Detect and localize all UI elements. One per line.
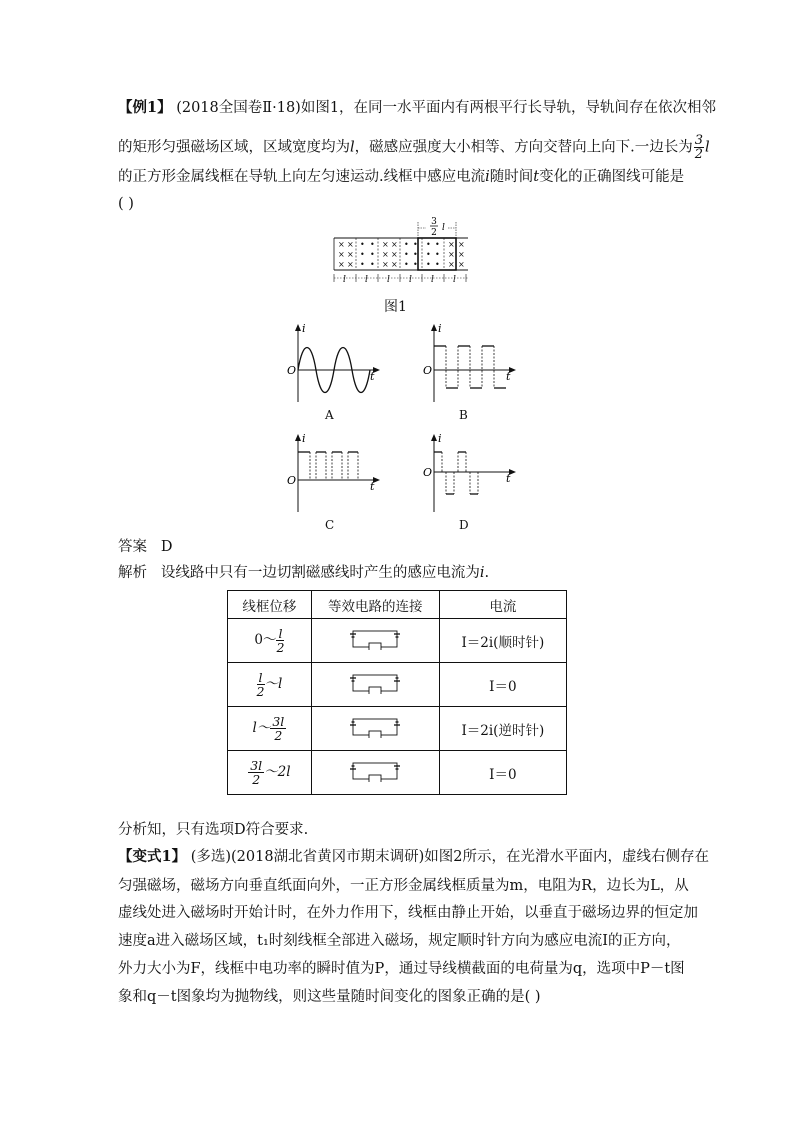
svg-text:•: • [404,240,409,249]
var-l-2: l [705,139,710,156]
svg-text:×: × [458,260,465,269]
svg-text:i: i [438,432,442,445]
svg-text:t: t [506,472,511,485]
svg-text:O: O [423,466,433,479]
example1-line3-mid: 随时间 [489,169,534,185]
svg-text:•: • [426,240,431,249]
svg-text:×: × [382,260,389,269]
svg-text:l: l [387,275,390,285]
example1-source: (2018全国卷Ⅱ·18)如图1，在同一水平面内有两根平行长导轨，导轨间存在依次相邻 [176,100,717,116]
variant1-line4: 速度a进入磁场区域，t₁时刻线框全部进入磁场，规定顺时针方向为感应电流I的正方向， [118,933,681,949]
table-header: 电流 [439,591,566,619]
example1-line2 [118,134,710,161]
axis-t: t [370,370,375,383]
analysis-text: 设线路中只有一边切割磁感线时产生的感应电流为 [160,565,480,581]
table-cell-displacement: l～ $\frac{3l}{2}$ [228,707,312,751]
analysis-end: . [484,565,490,581]
svg-text:l: l [453,275,456,285]
svg-text:•: • [426,250,431,259]
var-l: l [350,139,355,156]
svg-text:•: • [360,240,365,249]
table-cell-circuit [311,707,439,751]
svg-text:×: × [338,250,345,259]
figure1-top-den: 2 [431,228,437,238]
frac-num: 3 [694,133,704,148]
table-header: 线框位移 [228,591,312,619]
svg-text:×: × [391,250,398,259]
table-cell-current: I＝0 [439,663,566,707]
table-cell-current: I＝2i(顺时针) [439,619,566,663]
option-d-label: D [459,518,469,532]
svg-text:×: × [347,240,354,249]
example1-line1 [118,98,716,118]
svg-text:×: × [458,240,465,249]
svg-text:•: • [370,250,375,259]
svg-text:×: × [382,250,389,259]
example1-line2-post: ，磁感应强度大小相等、方向交替向上向下.一边长为 [354,139,693,156]
variant1-line5: 外力大小为F，线框中电功率的瞬时值为P，通过导线横截面的电荷量为q，选项中P－t图 [118,961,685,977]
variant1-line3: 虚线处进入磁场时开始计时，在外力作用下，线框由静止开始，以垂直于磁场边界的恒定加 [118,905,698,921]
option-c-label: C [325,518,335,532]
table-cell-circuit [311,619,439,663]
svg-text:•: • [413,250,418,259]
table-cell-circuit [311,663,439,707]
svg-text:•: • [370,240,375,249]
analysis-line [118,563,489,583]
svg-text:•: • [426,260,431,269]
option-a-label: A [325,408,334,422]
table-row [228,707,567,751]
figure1-caption: 图1 [384,299,407,315]
svg-text:•: • [370,260,375,269]
table-cell-current: I＝0 [439,751,566,795]
circuit-icon [345,760,405,782]
svg-text:•: • [435,250,440,259]
table-cell-displacement: $\frac{l}{2}$ ～l [228,663,312,707]
svg-text:•: • [360,250,365,259]
var-t: t [533,169,540,185]
svg-text:l: l [343,275,346,285]
svg-text:×: × [391,240,398,249]
variant1-line2: 匀强磁场，磁场方向垂直纸面向外，一正方形金属线框质量为m，电阻为R，边长为L，从 [118,878,689,894]
figure1-top-var: l [442,223,445,233]
svg-text:•: • [404,250,409,259]
table-cell-displacement: 0～ $\frac{l}{2}$ [228,619,312,663]
svg-text:t: t [370,480,375,493]
svg-text:•: • [413,260,418,269]
answer-label: 答案 [118,539,147,555]
svg-text:l: l [409,275,412,285]
svg-text:•: • [435,240,440,249]
table-header-row [228,591,567,619]
svg-text:×: × [458,250,465,259]
example1-line3-pre: 的正方形金属线框在导轨上向左匀速运动.线框中感应电流 [118,169,486,185]
analysis-label: 解析 [118,565,147,581]
svg-text:×: × [338,260,345,269]
answer-line [118,537,172,557]
table-row [228,663,567,707]
frac-den: 2 [694,147,704,162]
variant1-line6: 象和q－t图象均为抛物线，则这些量随时间变化的图象正确的是( ) [118,989,541,1005]
table-cell-displacement: $\frac{3l}{2}$ ～2l [228,751,312,795]
figure1-diagram [330,214,470,292]
svg-text:O: O [287,474,297,487]
svg-text:×: × [448,240,455,249]
svg-text:×: × [391,260,398,269]
figure1-top-num: 3 [431,217,437,227]
circuit-icon [345,716,405,738]
var-i: i [485,169,490,185]
example1-paren: ( ) [118,196,134,212]
example1-line3-post: 变化的正确图线可能是 [539,169,685,185]
table-cell-current: I＝2i(逆时针) [439,707,566,751]
svg-text:×: × [448,250,455,259]
svg-text:×: × [382,240,389,249]
svg-text:×: × [347,250,354,259]
svg-text:•: • [413,240,418,249]
svg-text:i: i [438,322,442,335]
origin: O [287,364,297,377]
option-d-graph [420,432,520,517]
axis-i: i [302,322,306,335]
analysis-var: i [479,565,485,581]
table-row [228,751,567,795]
svg-text:×: × [448,260,455,269]
example1-line2-pre: 的矩形匀强磁场区域，区域宽度均为 [118,139,350,156]
variant1-line1 [118,847,709,867]
svg-text:i: i [302,432,306,445]
variant1-text: (多选)(2018湖北省黄冈市期末调研)如图2所示，在光滑水平面内，虚线右侧存在 [190,849,709,865]
example1-line3 [118,167,684,187]
table-header: 等效电路的连接 [311,591,439,619]
svg-text:×: × [347,260,354,269]
table-row [228,619,567,663]
svg-text:•: • [404,260,409,269]
svg-text:l: l [431,275,434,285]
svg-text:×: × [338,240,345,249]
answer-value: D [160,539,173,555]
option-b-label: B [459,408,468,422]
option-c-graph [284,432,384,517]
svg-text:t: t [506,370,511,383]
variant1-tag: 【变式1】 [118,848,187,865]
conclusion: 分析知，只有选项D符合要求. [118,822,309,838]
svg-text:l: l [365,275,368,285]
example1-tag: 【例1】 [118,99,172,116]
circuit-icon [345,628,405,650]
svg-text:•: • [360,260,365,269]
svg-text:•: • [435,260,440,269]
analysis-table [227,590,567,795]
fraction-3-2 [694,134,704,161]
option-a-graph [284,322,384,407]
circuit-icon [345,672,405,694]
svg-text:O: O [423,364,433,377]
table-cell-circuit [311,751,439,795]
option-b-graph [420,322,520,407]
